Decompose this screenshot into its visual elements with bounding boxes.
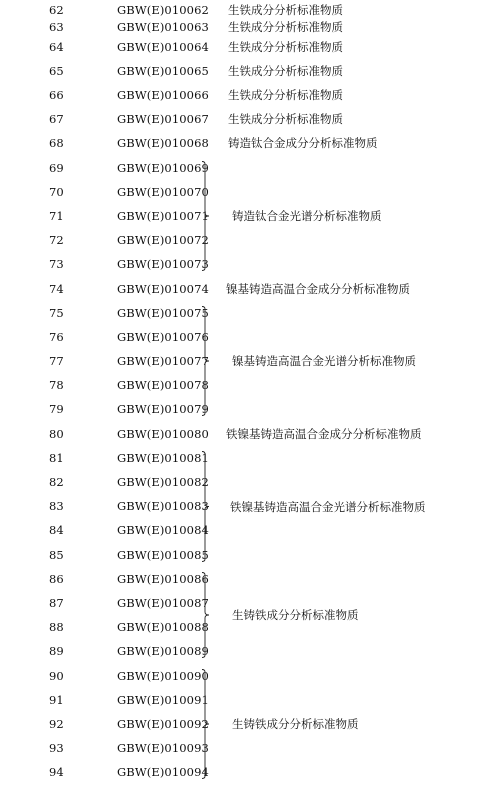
table-row — [0, 37, 500, 57]
row-number: 72 — [49, 233, 64, 247]
group-material-name: 镍基铸造高温合金光谱分析标准物质 — [232, 354, 416, 368]
material-name: 生铁成分分析标准物质 — [228, 3, 343, 17]
table-row — [0, 85, 500, 105]
standard-code: GBW(E)010083 — [117, 499, 209, 513]
material-name: 铸造钛合金成分分析标准物质 — [228, 136, 378, 150]
standard-code: GBW(E)010091 — [117, 693, 209, 707]
standard-code: GBW(E)010065 — [117, 64, 209, 78]
table-row — [0, 520, 500, 540]
group-material-name: 铁镍基铸造高温合金光谱分析标准物质 — [230, 499, 426, 514]
row-number: 83 — [49, 499, 64, 513]
table-row — [0, 254, 500, 274]
standard-code: GBW(E)010077 — [117, 354, 209, 368]
standard-code: GBW(E)010072 — [117, 233, 209, 247]
row-number: 70 — [49, 185, 64, 199]
table-row — [0, 133, 500, 153]
standard-code: GBW(E)010089 — [117, 644, 209, 658]
standard-code: GBW(E)010082 — [117, 475, 209, 489]
row-number: 94 — [49, 765, 64, 779]
row-number: 90 — [49, 669, 64, 683]
standard-code: GBW(E)010085 — [117, 548, 209, 562]
table-row — [0, 690, 500, 710]
row-number: 78 — [49, 378, 64, 392]
row-number: 68 — [49, 136, 64, 150]
table-row — [0, 158, 500, 178]
table-row — [0, 738, 500, 758]
row-number: 91 — [49, 693, 64, 707]
table-row — [0, 61, 500, 81]
row-number: 66 — [49, 88, 64, 102]
row-number: 64 — [49, 40, 64, 54]
standard-code: GBW(E)010076 — [117, 330, 209, 344]
material-name: 生铁成分分析标准物质 — [228, 112, 343, 126]
standard-code: GBW(E)010086 — [117, 572, 209, 586]
table-row — [0, 303, 500, 323]
table-row — [0, 182, 500, 202]
group-material-name: 生铸铁成分分析标准物质 — [232, 717, 359, 731]
group-brace — [202, 669, 212, 779]
standard-code: GBW(E)010067 — [117, 112, 209, 126]
standard-code: GBW(E)010079 — [117, 402, 209, 416]
table-row — [0, 424, 500, 444]
table-row — [0, 569, 500, 589]
material-name: 铁镍基铸造高温合金成分分析标准物质 — [226, 427, 422, 441]
table-row — [0, 472, 500, 492]
row-number: 86 — [49, 572, 64, 586]
table-row — [0, 762, 500, 782]
material-name: 镍基铸造高温合金成分分析标准物质 — [226, 282, 410, 296]
standard-code: GBW(E)010092 — [117, 717, 209, 731]
row-number: 76 — [49, 330, 64, 344]
row-number: 93 — [49, 741, 64, 755]
row-number: 82 — [49, 475, 64, 489]
standard-code: GBW(E)010094 — [117, 765, 209, 779]
row-number: 89 — [49, 644, 64, 658]
standard-code: GBW(E)010087 — [117, 596, 209, 610]
table-row — [0, 279, 500, 299]
table-row — [0, 399, 500, 419]
standard-code: GBW(E)010068 — [117, 136, 209, 150]
table-row — [0, 545, 500, 565]
standard-code: GBW(E)010066 — [117, 88, 209, 102]
table-row — [0, 17, 500, 37]
row-number: 77 — [49, 354, 64, 368]
material-name: 生铁成分分析标准物质 — [228, 40, 343, 54]
row-number: 85 — [49, 548, 64, 562]
material-name: 生铁成分分析标准物质 — [228, 64, 343, 78]
standard-code: GBW(E)010081 — [117, 451, 209, 465]
group-material-name: 铸造钛合金光谱分析标准物质 — [232, 209, 382, 223]
standard-code: GBW(E)010093 — [117, 741, 209, 755]
standard-code: GBW(E)010071 — [117, 209, 209, 223]
row-number: 63 — [49, 20, 64, 34]
row-number: 62 — [49, 3, 64, 17]
table-row — [0, 375, 500, 395]
row-number: 67 — [49, 112, 64, 126]
row-number: 80 — [49, 427, 64, 441]
row-number: 69 — [49, 161, 64, 175]
material-name: 生铁成分分析标准物质 — [228, 20, 343, 34]
table-row — [0, 327, 500, 347]
row-number: 92 — [49, 717, 64, 731]
row-number: 88 — [49, 620, 64, 634]
row-number: 79 — [49, 402, 64, 416]
standard-code: GBW(E)010073 — [117, 257, 209, 271]
standard-code: GBW(E)010069 — [117, 161, 209, 175]
standard-code: GBW(E)010088 — [117, 620, 209, 634]
row-number: 73 — [49, 257, 64, 271]
group-brace — [202, 451, 212, 562]
row-number: 65 — [49, 64, 64, 78]
standard-code: GBW(E)010070 — [117, 185, 209, 199]
table-row — [0, 109, 500, 129]
table-row — [0, 641, 500, 661]
row-number: 74 — [49, 282, 64, 296]
standard-code: GBW(E)010075 — [117, 306, 209, 320]
group-brace — [202, 306, 212, 416]
material-name: 生铁成分分析标准物质 — [228, 88, 343, 102]
standard-code: GBW(E)010062 — [117, 3, 209, 17]
standard-code: GBW(E)010074 — [117, 282, 209, 296]
group-material-name: 生铸铁成分分析标准物质 — [232, 608, 359, 622]
group-brace — [202, 572, 212, 658]
standard-code: GBW(E)010084 — [117, 523, 209, 537]
standard-code: GBW(E)010078 — [117, 378, 209, 392]
row-number: 81 — [49, 451, 64, 465]
table-row — [0, 666, 500, 686]
row-number: 75 — [49, 306, 64, 320]
standard-code: GBW(E)010090 — [117, 669, 209, 683]
table-row — [0, 448, 500, 468]
row-number: 87 — [49, 596, 64, 610]
standard-code: GBW(E)010064 — [117, 40, 209, 54]
group-brace — [202, 161, 212, 271]
row-number: 84 — [49, 523, 64, 537]
row-number: 71 — [49, 209, 64, 223]
standard-code: GBW(E)010063 — [117, 20, 209, 34]
table-row — [0, 230, 500, 250]
standard-code: GBW(E)010080 — [117, 427, 209, 441]
